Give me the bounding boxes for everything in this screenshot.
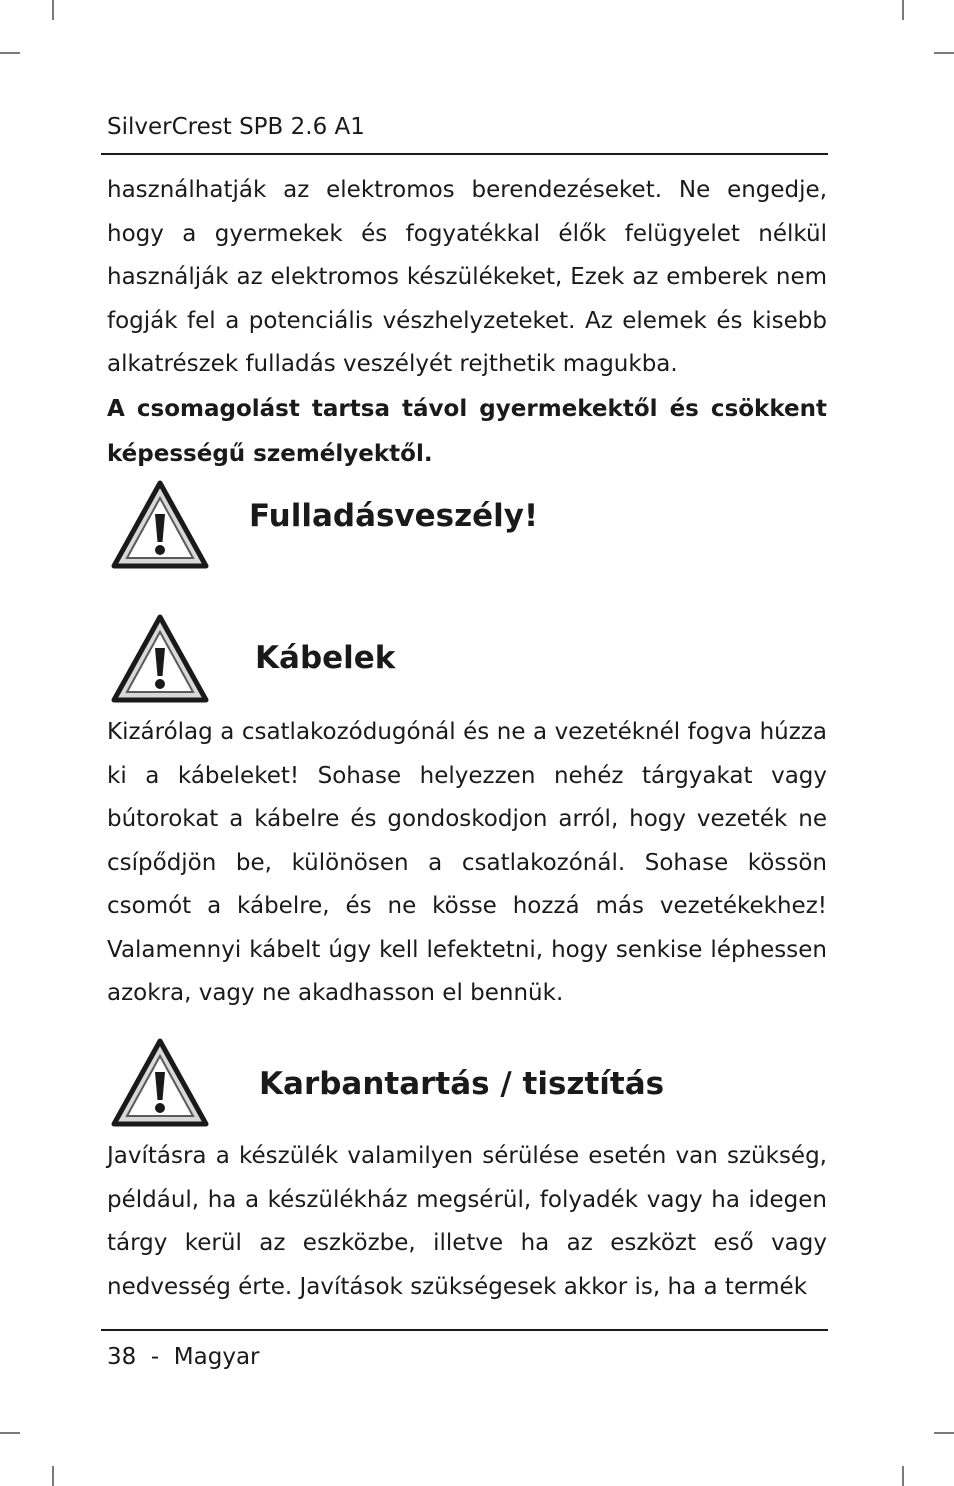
- crop-mark: [0, 52, 20, 54]
- intro-bold-warning: A csomagolást tartsa távol gyermekektől és csökkent képességű személyektől.: [107, 396, 827, 467]
- section-title-cables: Kábelek: [255, 640, 396, 676]
- page-header-title: SilverCrest SPB 2.6 A1: [107, 114, 365, 140]
- warning-triangle-icon: [111, 480, 209, 570]
- section-body-maintenance: Javításra a készülék valamilyen sérülése esetén van szükség, például, ha a készülékház megsérül, folyadék vagy ha idegen tárgy kerül az eszközbe, illetve ha az eszközt eső vagy nedvesség érte. Javítások szükségesek akkor is, ha a termék: [107, 1143, 827, 1300]
- crop-mark: [934, 52, 954, 54]
- crop-mark: [0, 1432, 20, 1434]
- header-rule: [101, 153, 828, 155]
- crop-mark: [902, 0, 904, 20]
- crop-mark: [52, 1466, 54, 1486]
- crop-mark: [934, 1432, 954, 1434]
- section-title-maintenance: Karbantartás / tisztítás: [259, 1066, 665, 1102]
- warning-triangle-icon: [111, 1038, 209, 1128]
- page-footer-label: 38 - Magyar: [107, 1344, 260, 1370]
- crop-mark: [52, 0, 54, 20]
- intro-paragraph: használhatják az elektromos berendezéseket. Ne engedje, hogy a gyermekek és fogyatékkal élők felügyelet nélkül használják az elektromos készülékeket, Ezek az emberek nem fogják fel a potenciális vészhelyzeteket. Az elemek és kisebb alkatrészek fulladás veszélyét rejthetik magukba.: [107, 177, 827, 377]
- section-title-choking: Fulladásveszély!: [249, 498, 539, 534]
- footer-rule: [101, 1329, 828, 1331]
- section-body-cables: Kizárólag a csatlakozódugónál és ne a vezetéknél fogva húzza ki a kábeleket! Sohase helyezzen nehéz tárgyakat vagy bútorokat a kábelre és gondoskodjon arról, hogy vezeték ne csípődjön be, különösen a csatlakozónál. Sohase kössön csomót a kábelre, és ne kösse hozzá más vezetékekhez! Valamennyi kábelt úgy kell lefektetni, hogy senkise léphessen azokra, vagy ne akadhasson el bennük.: [107, 719, 827, 1006]
- warning-triangle-icon: [111, 614, 209, 704]
- crop-mark: [902, 1466, 904, 1486]
